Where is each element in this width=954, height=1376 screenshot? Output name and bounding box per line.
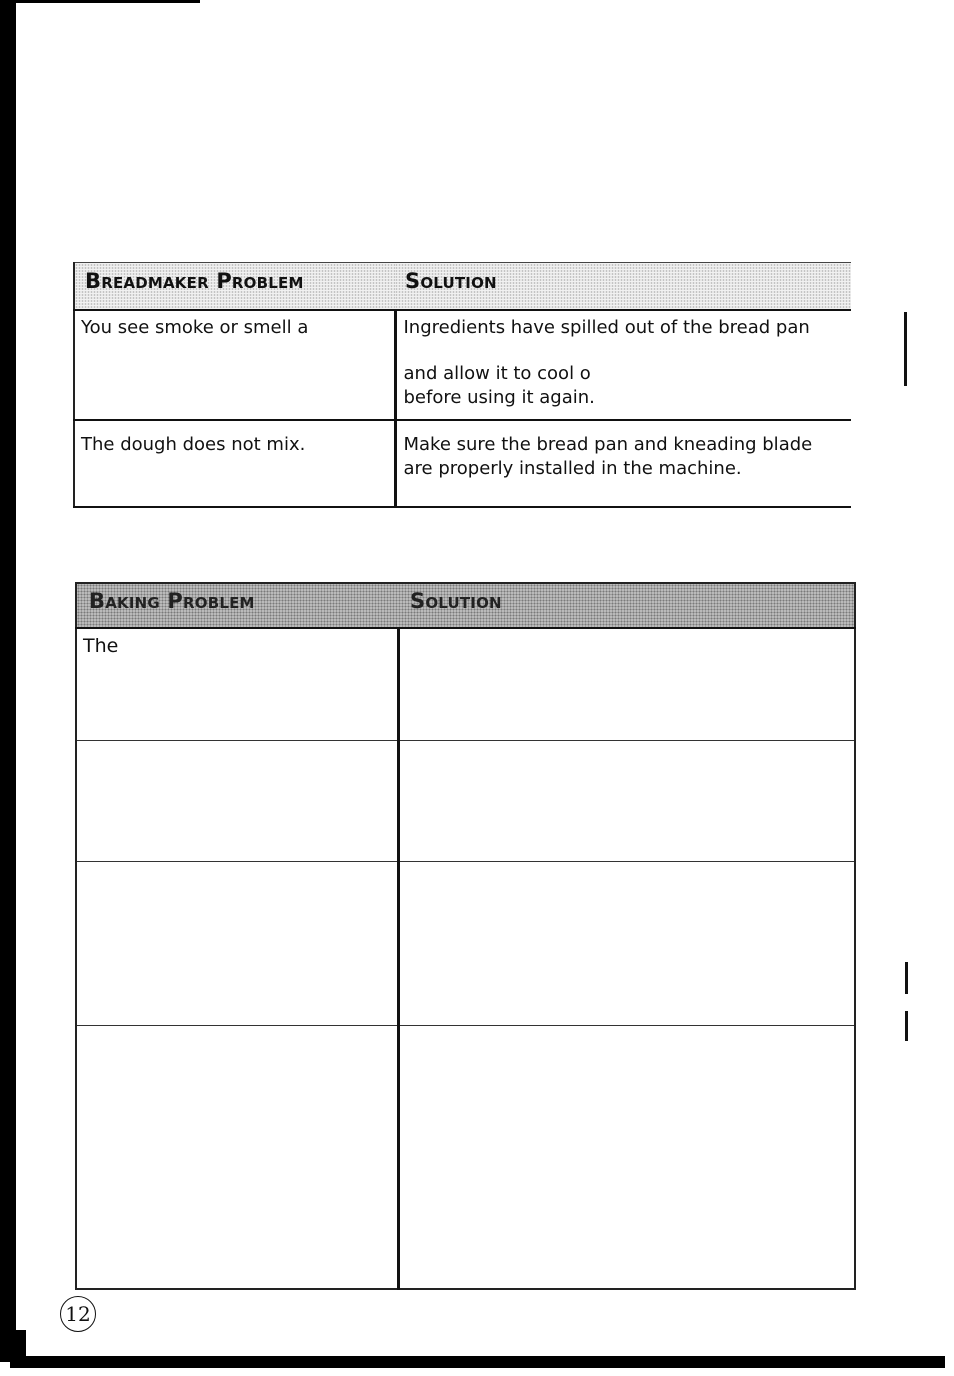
- solution-line: and allow it to cool o: [403, 363, 591, 384]
- table-header-row: [74, 263, 851, 311]
- margin-mark: [904, 312, 907, 386]
- margin-mark: [905, 962, 908, 994]
- margin-mark: [905, 1011, 908, 1041]
- breadmaker-problem-table: [73, 262, 851, 508]
- baking-problem-table: [75, 582, 856, 1290]
- table-row: [76, 1026, 855, 1290]
- problem-cell: [76, 862, 398, 1026]
- table-row: [76, 862, 855, 1026]
- table-header-row: [76, 583, 855, 628]
- solution-line: are properly installed in the machine.: [403, 458, 742, 479]
- solution-cell: [398, 1026, 855, 1290]
- table-row: [74, 310, 851, 420]
- scan-edge-bottom: [10, 1356, 945, 1368]
- solution-line: Make sure the bread pan and kneading blade: [403, 434, 813, 455]
- solution-line: before using it again.: [403, 387, 595, 408]
- breadmaker-problem-header: Breadmaker Problem: [74, 263, 395, 311]
- scan-edge-top: [0, 0, 200, 3]
- solution-header: Solution: [395, 263, 851, 311]
- table-row: [76, 628, 855, 741]
- solution-cell: [398, 741, 855, 862]
- scan-edge-left: [0, 0, 16, 1345]
- page-number: 12: [60, 1296, 96, 1332]
- problem-cell: The dough does not mix.: [74, 420, 395, 507]
- baking-problem-header: Baking Problem: [76, 583, 398, 628]
- table-row: [76, 741, 855, 862]
- problem-cell: [76, 1026, 398, 1290]
- problem-cell: You see smoke or smell a: [74, 310, 395, 420]
- solution-cell: [398, 628, 855, 741]
- solution-cell: [395, 420, 851, 507]
- problem-cell: The: [76, 628, 398, 741]
- solution-line: Ingredients have spilled out of the bread pan: [403, 317, 810, 338]
- problem-cell: [76, 741, 398, 862]
- solution-header: Solution: [398, 583, 855, 628]
- table-row: [74, 420, 851, 507]
- solution-cell: [395, 310, 851, 420]
- solution-cell: [398, 862, 855, 1026]
